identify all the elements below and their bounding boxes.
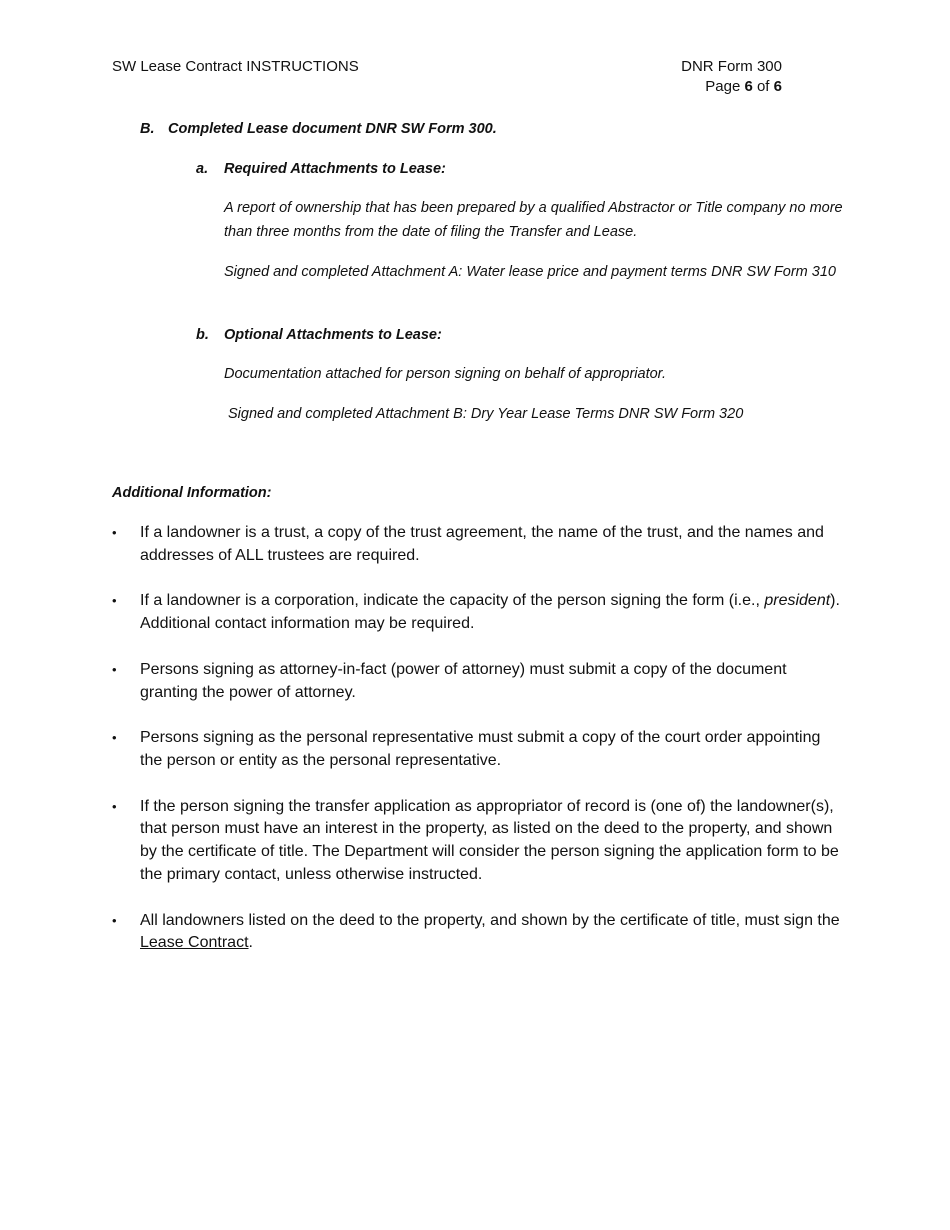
optional-marker: b. bbox=[196, 327, 209, 343]
page-number bbox=[600, 77, 782, 97]
page-current: 6 bbox=[744, 78, 753, 95]
required-attachments-heading bbox=[196, 159, 446, 179]
header-form-info bbox=[600, 57, 782, 97]
bullet-icon: • bbox=[112, 730, 117, 746]
bullet-icon: • bbox=[112, 912, 117, 928]
bullet-icon: • bbox=[112, 798, 117, 814]
bullet-text-after: . bbox=[248, 934, 253, 952]
page-total: 6 bbox=[773, 78, 782, 95]
header-form-number: DNR Form 300 bbox=[681, 58, 782, 75]
list-item bbox=[112, 727, 842, 773]
bullet-text-before: All landowners listed on the deed to the property, and shown by the certificate of title, must sign the bbox=[140, 911, 840, 929]
page-prefix: Page bbox=[705, 78, 745, 95]
additional-information-heading: Additional Information: bbox=[112, 485, 272, 501]
bullet-text: If a landowner is a trust, a copy of the trust agreement, the name of the trust, and the names and addresses of ALL trustees are required. bbox=[140, 524, 824, 564]
list-item bbox=[112, 659, 842, 705]
bullet-icon: • bbox=[112, 593, 117, 609]
optional-item-documentation: Documentation attached for person signing on behalf of appropriator. bbox=[224, 366, 666, 382]
required-item-ownership-report: A report of ownership that has been prepared by a qualified Abstractor or Title company no more than three months from the date of filing the Transfer and Lease. bbox=[224, 200, 843, 240]
bullet-text-before: If a landowner is a corporation, indicate the capacity of the person signing the form (i.e., bbox=[140, 592, 765, 610]
additional-information-list bbox=[112, 522, 842, 978]
section-b-heading bbox=[140, 119, 497, 139]
required-item-attachment-a: Signed and completed Attachment A: Water lease price and payment terms DNR SW Form 310 bbox=[224, 264, 836, 280]
section-b-marker: B. bbox=[140, 121, 155, 137]
section-b-title: Completed Lease document DNR SW Form 300. bbox=[168, 121, 497, 137]
bullet-text-emphasis: president bbox=[764, 592, 831, 610]
optional-attachments-heading bbox=[196, 325, 442, 345]
bullet-icon: • bbox=[112, 525, 117, 540]
bullet-icon: • bbox=[112, 661, 117, 677]
bullet-text-after: ). Additional contact information may be required. bbox=[140, 592, 840, 633]
bullet-text: If the person signing the transfer application as appropriator of record is (one of) the landowner(s), that person must have an interest in the property, as listed on the deed to the property, and shown by the certificate of title. The Department will consider the person signing the application form to be the primary contact, unless otherwise instructed. bbox=[140, 797, 839, 883]
list-item bbox=[112, 796, 842, 887]
header-title: SW Lease Contract INSTRUCTIONS bbox=[112, 58, 359, 75]
bullet-text: Persons signing as the personal representative must submit a copy of the court order appointing the person or entity as the personal representative. bbox=[140, 729, 821, 769]
lease-contract-link[interactable]: Lease Contract bbox=[140, 934, 249, 952]
optional-title: Optional Attachments to Lease: bbox=[224, 327, 442, 343]
optional-item-attachment-b: Signed and completed Attachment B: Dry Year Lease Terms DNR SW Form 320 bbox=[228, 406, 744, 422]
bullet-text: Persons signing as attorney-in-fact (power of attorney) must submit a copy of the document granting the power of attorney. bbox=[140, 660, 787, 701]
required-title: Required Attachments to Lease: bbox=[224, 161, 446, 177]
required-marker: a. bbox=[196, 161, 209, 177]
list-item bbox=[112, 522, 842, 568]
page-of: of bbox=[752, 78, 774, 95]
list-item bbox=[112, 590, 842, 636]
list-item bbox=[112, 910, 842, 956]
